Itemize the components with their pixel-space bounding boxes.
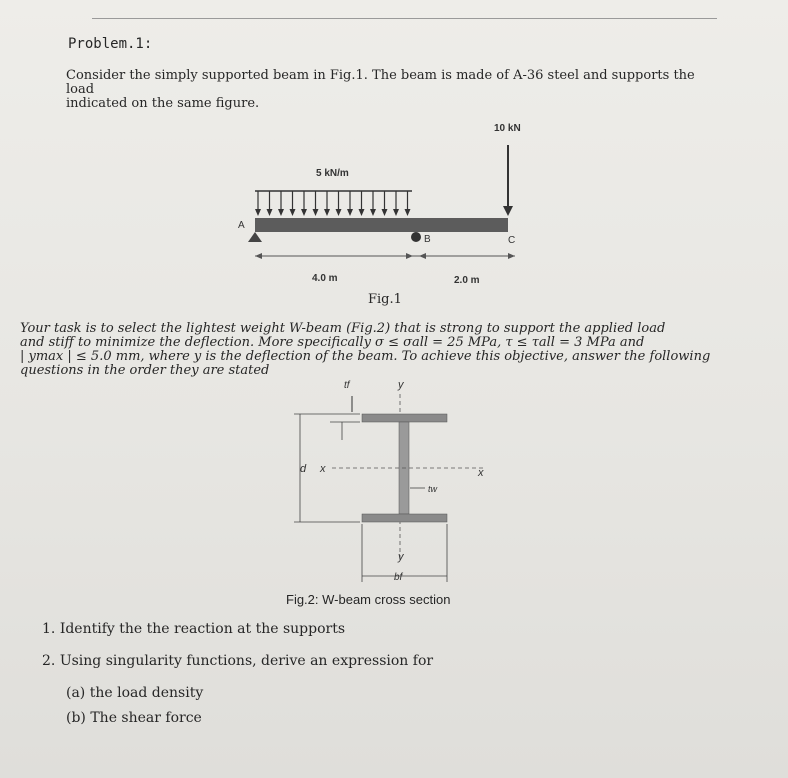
- label-bf: bf: [394, 572, 403, 583]
- subquestion-a-label: (a): [66, 685, 86, 701]
- support-a-label: A: [238, 220, 245, 231]
- task-line-1: Your task is to select the lightest weight W-beam (Fig.2) that is strong to support the applied load: [20, 321, 666, 336]
- span-ab-label: 4.0 m: [312, 273, 338, 284]
- label-x-right: x: [478, 467, 484, 479]
- point-load-label: 10 kN: [494, 123, 521, 134]
- distributed-load-label: 5 kN/m: [316, 168, 349, 179]
- label-d: d: [300, 463, 307, 475]
- question-2: [42, 653, 433, 669]
- intro-line-1: Consider the simply supported beam in Fig.1. The beam is made of A-36 steel and supports the load: [66, 68, 695, 97]
- question-1: [42, 621, 345, 637]
- problem-title: Problem.1:: [68, 36, 153, 52]
- question-2-number: 2.: [42, 653, 56, 669]
- fig1-caption: Fig.1: [368, 292, 402, 307]
- label-y-bottom: y: [398, 551, 404, 563]
- subquestion-a: [66, 685, 203, 701]
- task-line-4: questions in the order they are stated: [20, 363, 270, 378]
- intro-line-2: indicated on the same figure.: [66, 96, 260, 111]
- label-y-top: y: [398, 379, 404, 391]
- fig2-caption: Fig.2: W-beam cross section: [286, 592, 451, 607]
- subquestion-a-text: the load density: [89, 685, 204, 701]
- question-2-text: Using singularity functions, derive an expression for: [59, 653, 434, 669]
- label-tw: tw: [428, 484, 437, 494]
- top-flange: [362, 414, 447, 422]
- label-x-left: x: [320, 463, 326, 475]
- subquestion-b: [66, 710, 202, 726]
- subquestion-b-label: (b): [66, 710, 86, 726]
- subquestion-b-text: The shear force: [90, 710, 202, 726]
- span-bc-label: 2.0 m: [454, 275, 480, 286]
- question-1-number: 1.: [42, 621, 56, 637]
- task-line-2: and stiff to minimize the deflection. More specifically σ ≤ σall = 25 MPa, τ ≤ τall = 3 MPa and: [20, 335, 645, 350]
- bottom-flange: [362, 514, 447, 522]
- support-b-label: B: [424, 234, 431, 245]
- point-c-label: C: [508, 235, 516, 246]
- label-tf: tf: [344, 380, 350, 391]
- task-line-3: | ymax | ≤ 5.0 mm, where y is the deflection of the beam. To achieve this objective, answer the following: [20, 349, 711, 364]
- question-1-text: Identify the the reaction at the supports: [59, 621, 346, 637]
